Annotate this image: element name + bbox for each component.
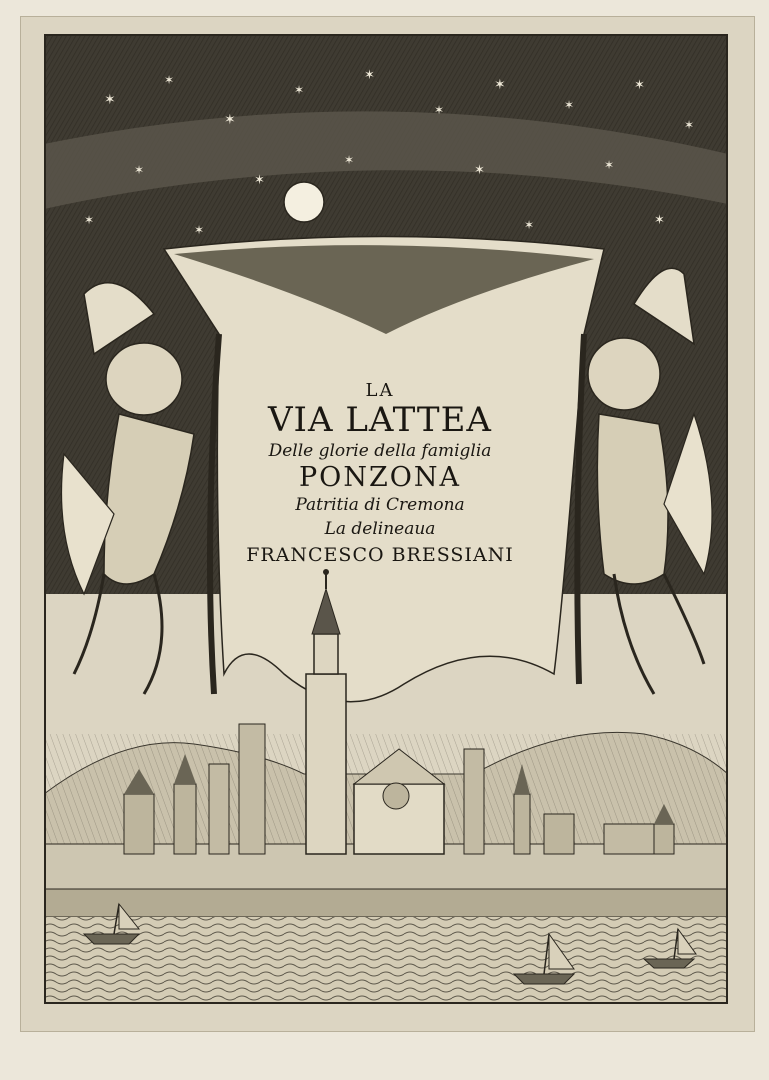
- title-main: VIA LATTEA: [268, 400, 492, 440]
- subtitle: Delle glorie della famiglia: [268, 441, 492, 461]
- svg-text:✶: ✶: [344, 153, 355, 167]
- svg-text:✶: ✶: [684, 118, 695, 132]
- family-name: PONZONA: [299, 462, 461, 493]
- title-article: LA: [365, 380, 395, 401]
- svg-text:✶: ✶: [564, 98, 575, 112]
- svg-text:✶: ✶: [224, 112, 236, 128]
- svg-text:✶: ✶: [604, 158, 615, 172]
- svg-text:✶: ✶: [134, 163, 145, 177]
- moon: [284, 182, 324, 222]
- svg-text:✶: ✶: [524, 218, 535, 232]
- delineation-line: La delineaua: [324, 519, 436, 539]
- svg-text:✶: ✶: [294, 83, 305, 97]
- bell-tower: [306, 674, 346, 854]
- svg-text:✶: ✶: [364, 68, 375, 83]
- city-wall: [44, 889, 728, 917]
- author-name: FRANCESCO BRESSIANI: [246, 544, 514, 566]
- title-text-block: [230, 380, 530, 569]
- svg-text:✶: ✶: [254, 173, 265, 188]
- svg-text:✶: ✶: [434, 103, 445, 117]
- svg-text:✶: ✶: [104, 92, 116, 108]
- svg-text:✶: ✶: [634, 78, 645, 93]
- svg-text:✶: ✶: [84, 213, 95, 227]
- svg-text:✶: ✶: [474, 163, 485, 178]
- patrician-line: Patritia di Cremona: [295, 495, 465, 515]
- svg-text:✶: ✶: [164, 73, 175, 87]
- svg-text:✶: ✶: [194, 223, 205, 237]
- svg-text:✶: ✶: [654, 213, 665, 228]
- svg-text:✶: ✶: [494, 77, 506, 93]
